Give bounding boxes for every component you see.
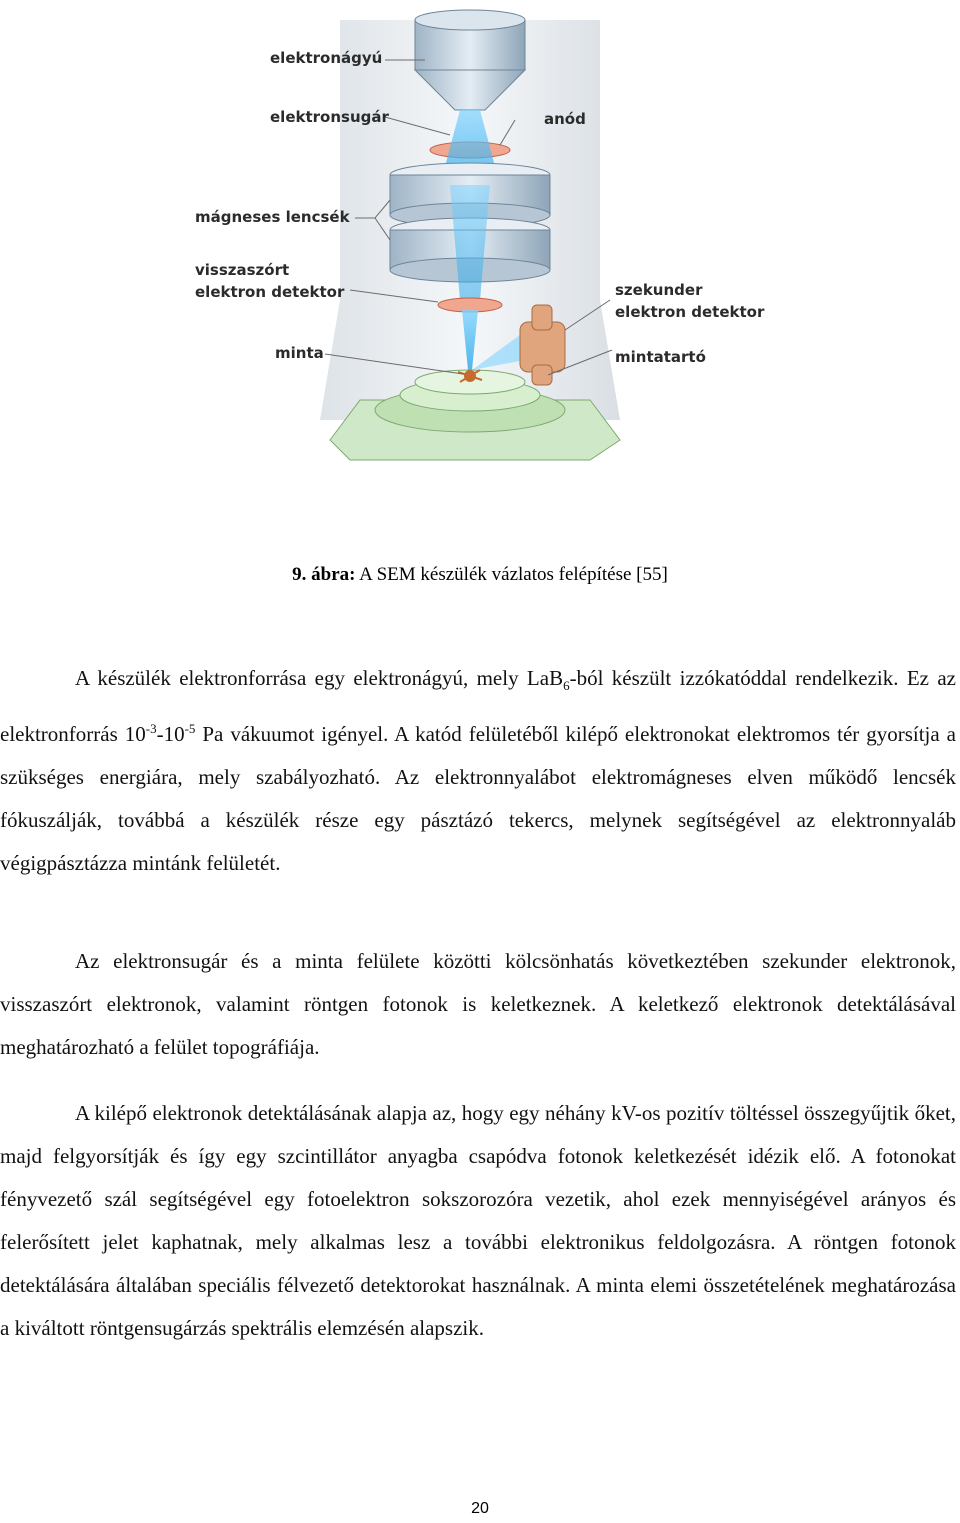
- label-se-line1: szekunder: [615, 281, 703, 299]
- label-bse-line1: visszaszórt: [195, 261, 290, 279]
- scan-coil: [438, 298, 502, 312]
- label-anode: anód: [544, 110, 586, 128]
- label-sample: minta: [275, 344, 324, 362]
- label-sample-holder: mintatartó: [615, 348, 706, 366]
- caption-label: 9. ábra:: [292, 564, 356, 585]
- p1-part-d: Pa vákuumot igényel. A katód felületéből kilépő elektronokat elektromos tér gyorsítja a szükséges energiára, mely szabályozható. Az elektronnyalábot elektromágneses elven működő lencsék fókuszálják, továbbá a készülék része egy pásztázó tekercs, melynek segítségével az elektronnyaláb végigpásztázza mintánk felületét.: [0, 722, 956, 876]
- p1-superscript-2: -5: [184, 721, 196, 737]
- label-magnetic-lenses: mágneses lencsék: [195, 208, 350, 226]
- p2-text: Az elektronsugár és a minta felülete közötti kölcsönhatás következtében szekunder elektronok, visszaszórt elektronok, valamint röntgen fotonok is keletkeznek. A keletkező elektronok detektálásával meghatározható a felület topográfiája.: [0, 949, 956, 1059]
- p1-subscript: 6: [563, 678, 570, 694]
- p1-part-c: -10: [156, 722, 185, 747]
- label-electron-beam: elektronsugár: [270, 108, 389, 126]
- sem-diagram: [180, 0, 780, 480]
- p1-part-a: A készülék elektronforrása egy elektronágyú, mely LaB: [75, 666, 564, 690]
- p1-superscript-1: -3: [145, 721, 157, 737]
- paragraph-2: [0, 940, 956, 1069]
- caption-text: A SEM készülék vázlatos felépítése [55]: [359, 564, 668, 585]
- figure-caption: [0, 564, 960, 586]
- page-number: 20: [471, 1500, 489, 1517]
- sem-diagram-svg: [180, 0, 780, 480]
- p1-part-b: -ból készült izzókatóddal rendelkezik. Ez az elektronforrás 10: [0, 666, 956, 747]
- label-bse-line2: elektron detektor: [195, 283, 345, 301]
- paragraph-1: [0, 657, 956, 885]
- label-electron-gun: elektronágyú: [270, 49, 383, 67]
- label-se-line2: elektron detektor: [615, 303, 765, 321]
- paragraph-3: [0, 1092, 956, 1350]
- p3-text: A kilépő elektronok detektálásának alapja az, hogy egy néhány kV-os pozitív töltéssel összegyűjtik őket, majd felgyorsítják és így egy szcintillátor anyagba csapódva fotonok keletkezését idézik elő. A fotonokat fényvezető szál segítségével egy fotoelektron sokszorozóra vezetik, ahol ezek mennyiségével arányos és felerősített jelet kaphatnak, mely alkalmas lesz a további elektronikus feldolgozásra. A röntgen fotonok detektálására általában speciális félvezető detektorokat használnak. A minta elemi összetételének meghatározása a kiváltott röntgensugárzás spektrális elemzésén alapszik.: [0, 1101, 956, 1340]
